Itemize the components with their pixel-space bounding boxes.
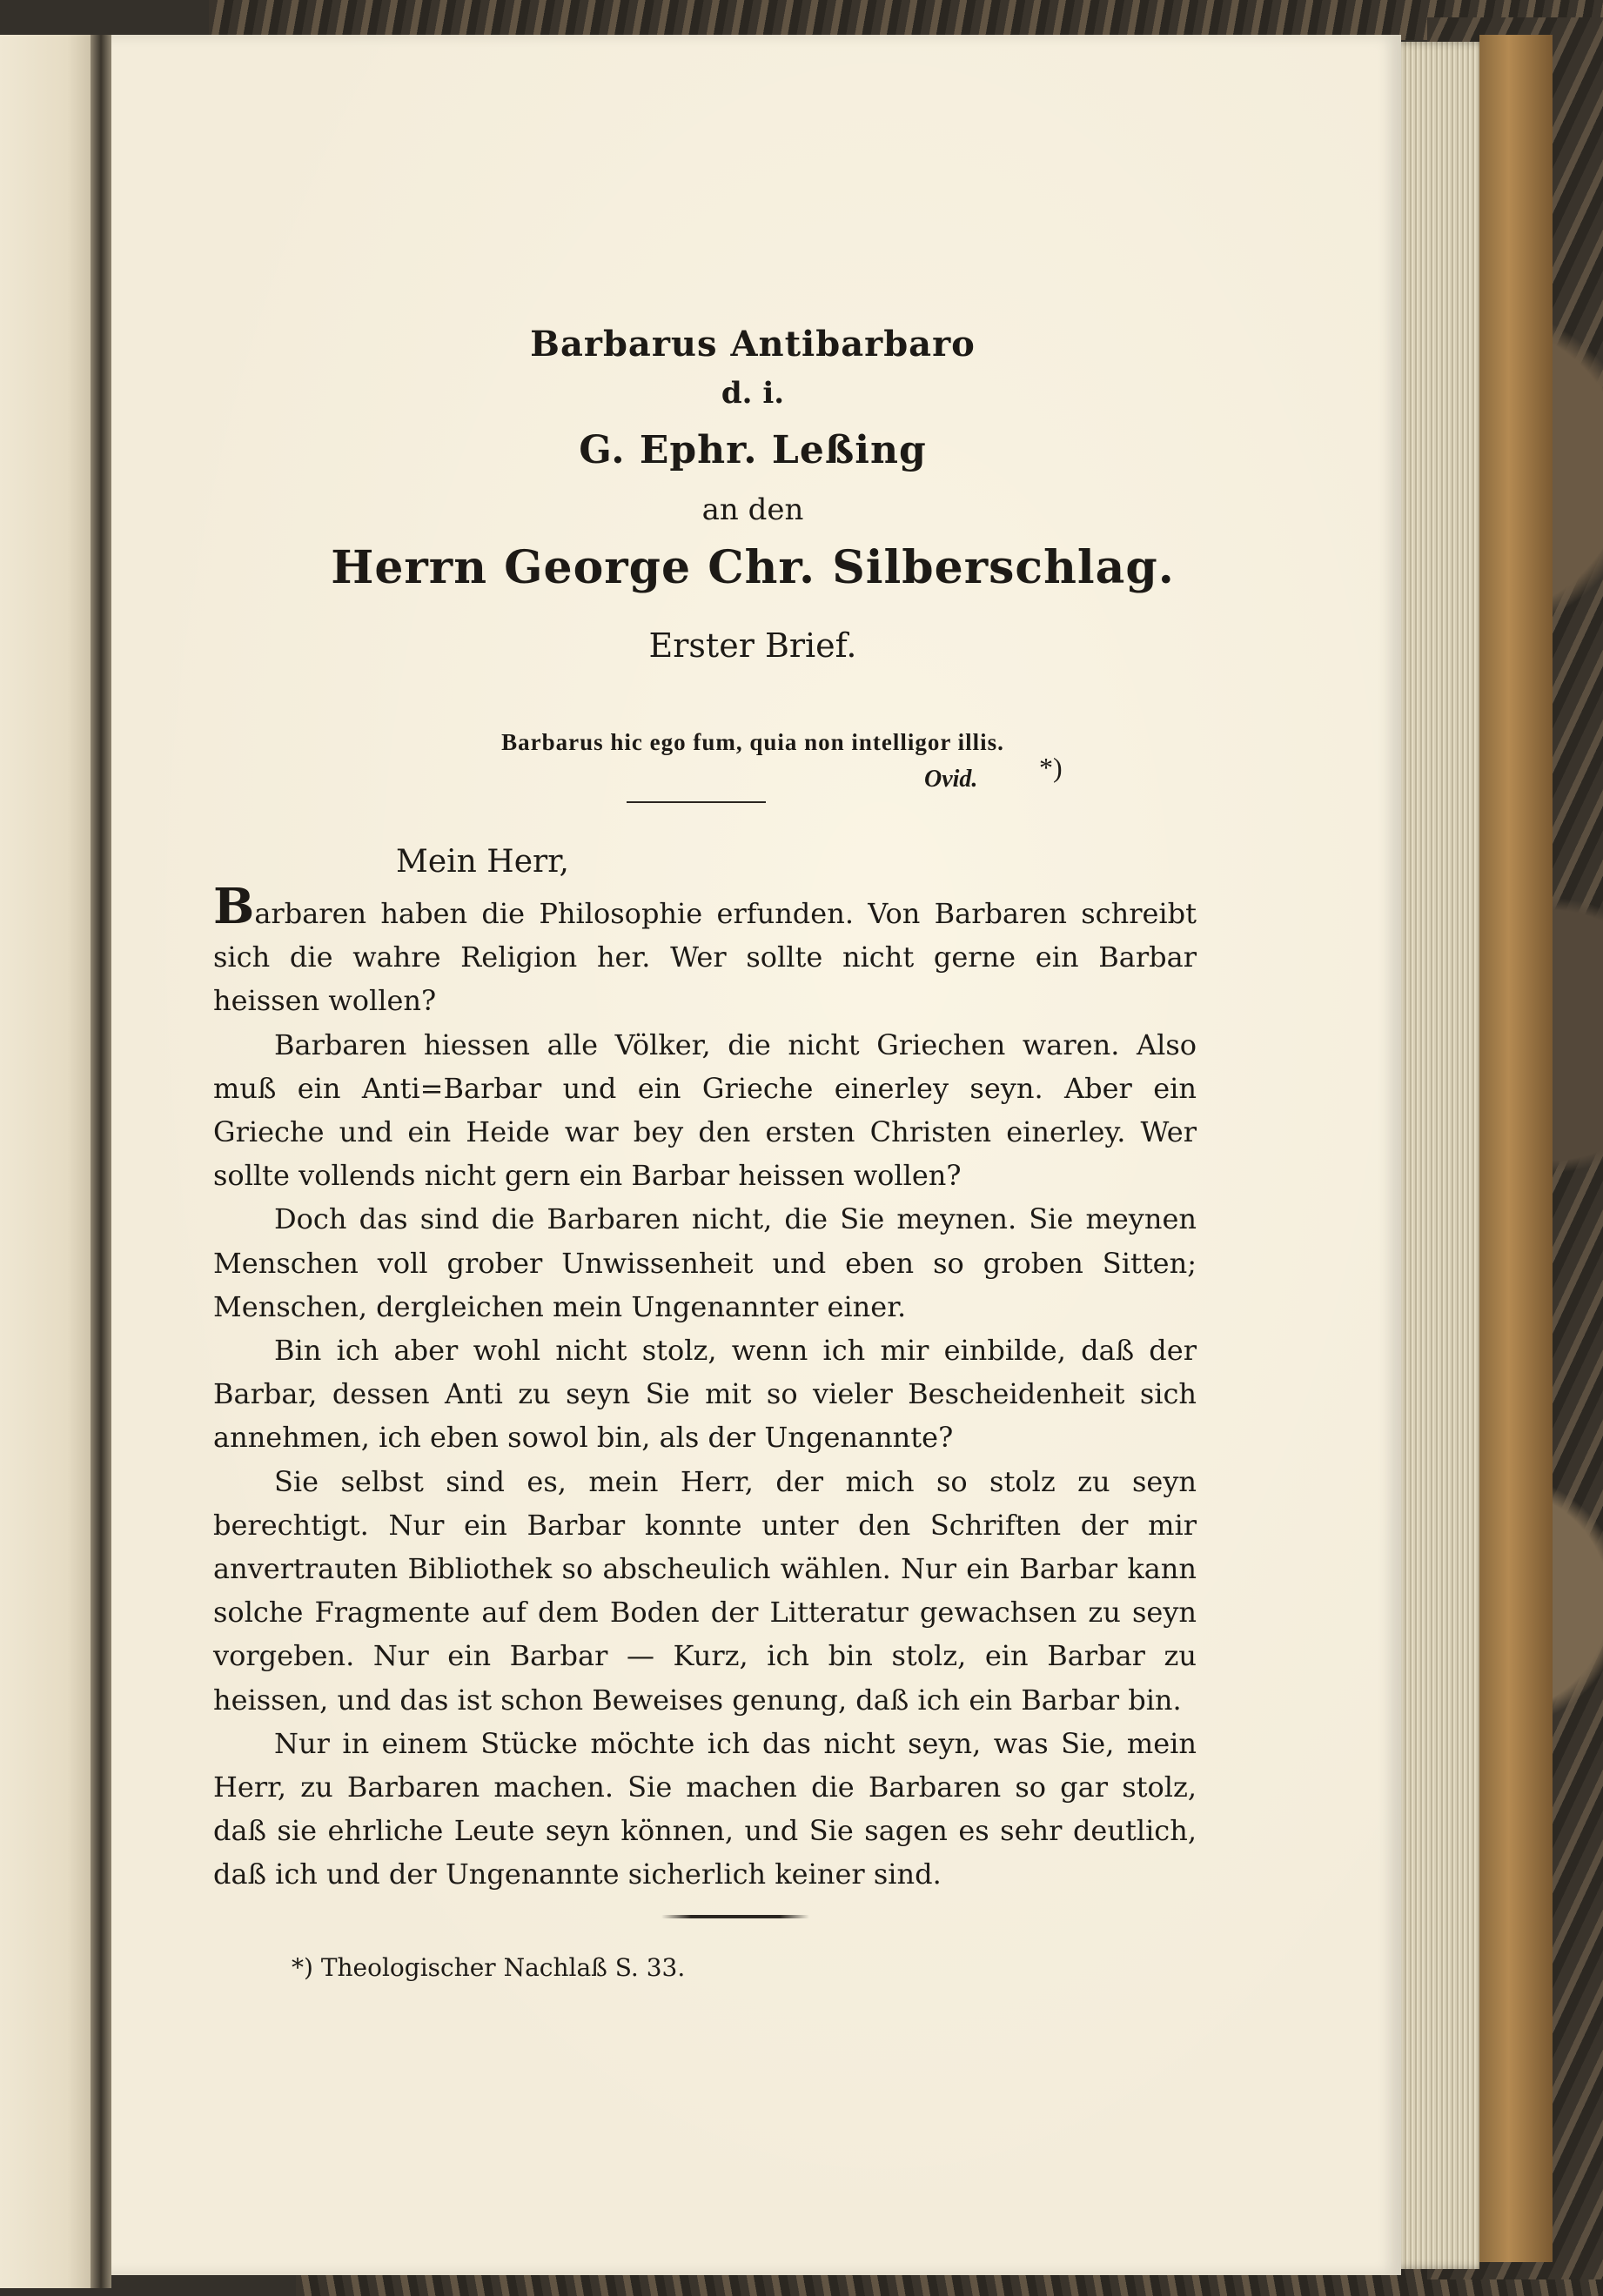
footnote: *) Theologischer Nachlaß S. 33. bbox=[292, 1953, 686, 1982]
paragraph: Sie selbst sind es, mein Herr, der mich so stolz zu seyn berechtigt. Nur ein Barbar konnte unter den Schriften der mir anvertrauten Bibliothek so abscheulich wählen. Nur ein Barbar kann solche Fragmente auf dem Boden der Litteratur gewachsen zu seyn vorgeben. Nur ein Barbar — Kurz, ich bin stolz, ein Barbar zu heissen, und das ist schon Beweises genung, daß ich ein Barbar bin. bbox=[213, 1464, 1197, 1717]
epigraph-rule bbox=[627, 801, 766, 803]
paragraph bbox=[213, 878, 1197, 1023]
paragraph: Bin ich aber wohl nicht stolz, wenn ich mir einbilde, daß der Barbar, dessen Anti zu seyn Sie mit so vieler Bescheidenheit sich annehmen, ich eben sowol bin, als der Ungenannte? bbox=[213, 1334, 1197, 1455]
salutation: Mein Herr, bbox=[396, 844, 569, 880]
drop-cap: B bbox=[213, 878, 255, 935]
letter-label: Erster Brief. bbox=[648, 626, 857, 665]
letter-body bbox=[213, 878, 1197, 1897]
epigraph-text: Barbarus hic ego fum, quia non intelligor illis. bbox=[501, 729, 1004, 755]
subtitle-di: d. i. bbox=[721, 376, 785, 411]
page-block-edges bbox=[1392, 42, 1479, 2269]
footnote-mark: *) bbox=[1039, 752, 1063, 783]
paragraph: Doch das sind die Barbaren nicht, die Sie meynen. Sie meynen Menschen voll grober Unwissenheit und eben so groben Sitten; Menschen, dergleichen mein Ungenannter einer. bbox=[213, 1202, 1197, 1323]
recipient-name: Herrn George Chr. Silberschlag. bbox=[331, 541, 1175, 594]
page-gutter bbox=[91, 35, 111, 2288]
page-title: Barbarus Antibarbaro bbox=[530, 324, 976, 365]
paragraph-text: arbaren haben die Philosophie erfunden. Von Barbaren schreibt sich die wahre Religion her. Wer sollte nicht gerne ein Barbar heissen wollen? bbox=[213, 897, 1197, 1018]
author-name: G. Ephr. Leßing bbox=[579, 428, 927, 472]
epigraph-source: Ovid. bbox=[924, 766, 978, 793]
left-facing-page bbox=[0, 35, 96, 2288]
paragraph: Barbaren hiessen alle Völker, die nicht Griechen waren. Also muß ein Anti=Barbar und ein Grieche einerley seyn. Aber ein Grieche und ein Heide war bey den ersten Christen einerley. Wer sollte vollends nicht gern ein Barbar heissen wollen? bbox=[213, 1028, 1197, 1193]
leather-spine-edge bbox=[1479, 35, 1553, 2262]
paragraph: Nur in einem Stücke möchte ich das nicht seyn, was Sie, mein Herr, zu Barbaren machen. Sie machen die Barbaren so gar stolz, daß sie ehrliche Leute seyn können, und Sie sagen es sehr deutlich, daß ich und der Ungenannte sicherlich keiner sind. bbox=[213, 1726, 1197, 1891]
closing-rule bbox=[661, 1915, 809, 1918]
addressed-to-prefix: an den bbox=[701, 492, 804, 527]
